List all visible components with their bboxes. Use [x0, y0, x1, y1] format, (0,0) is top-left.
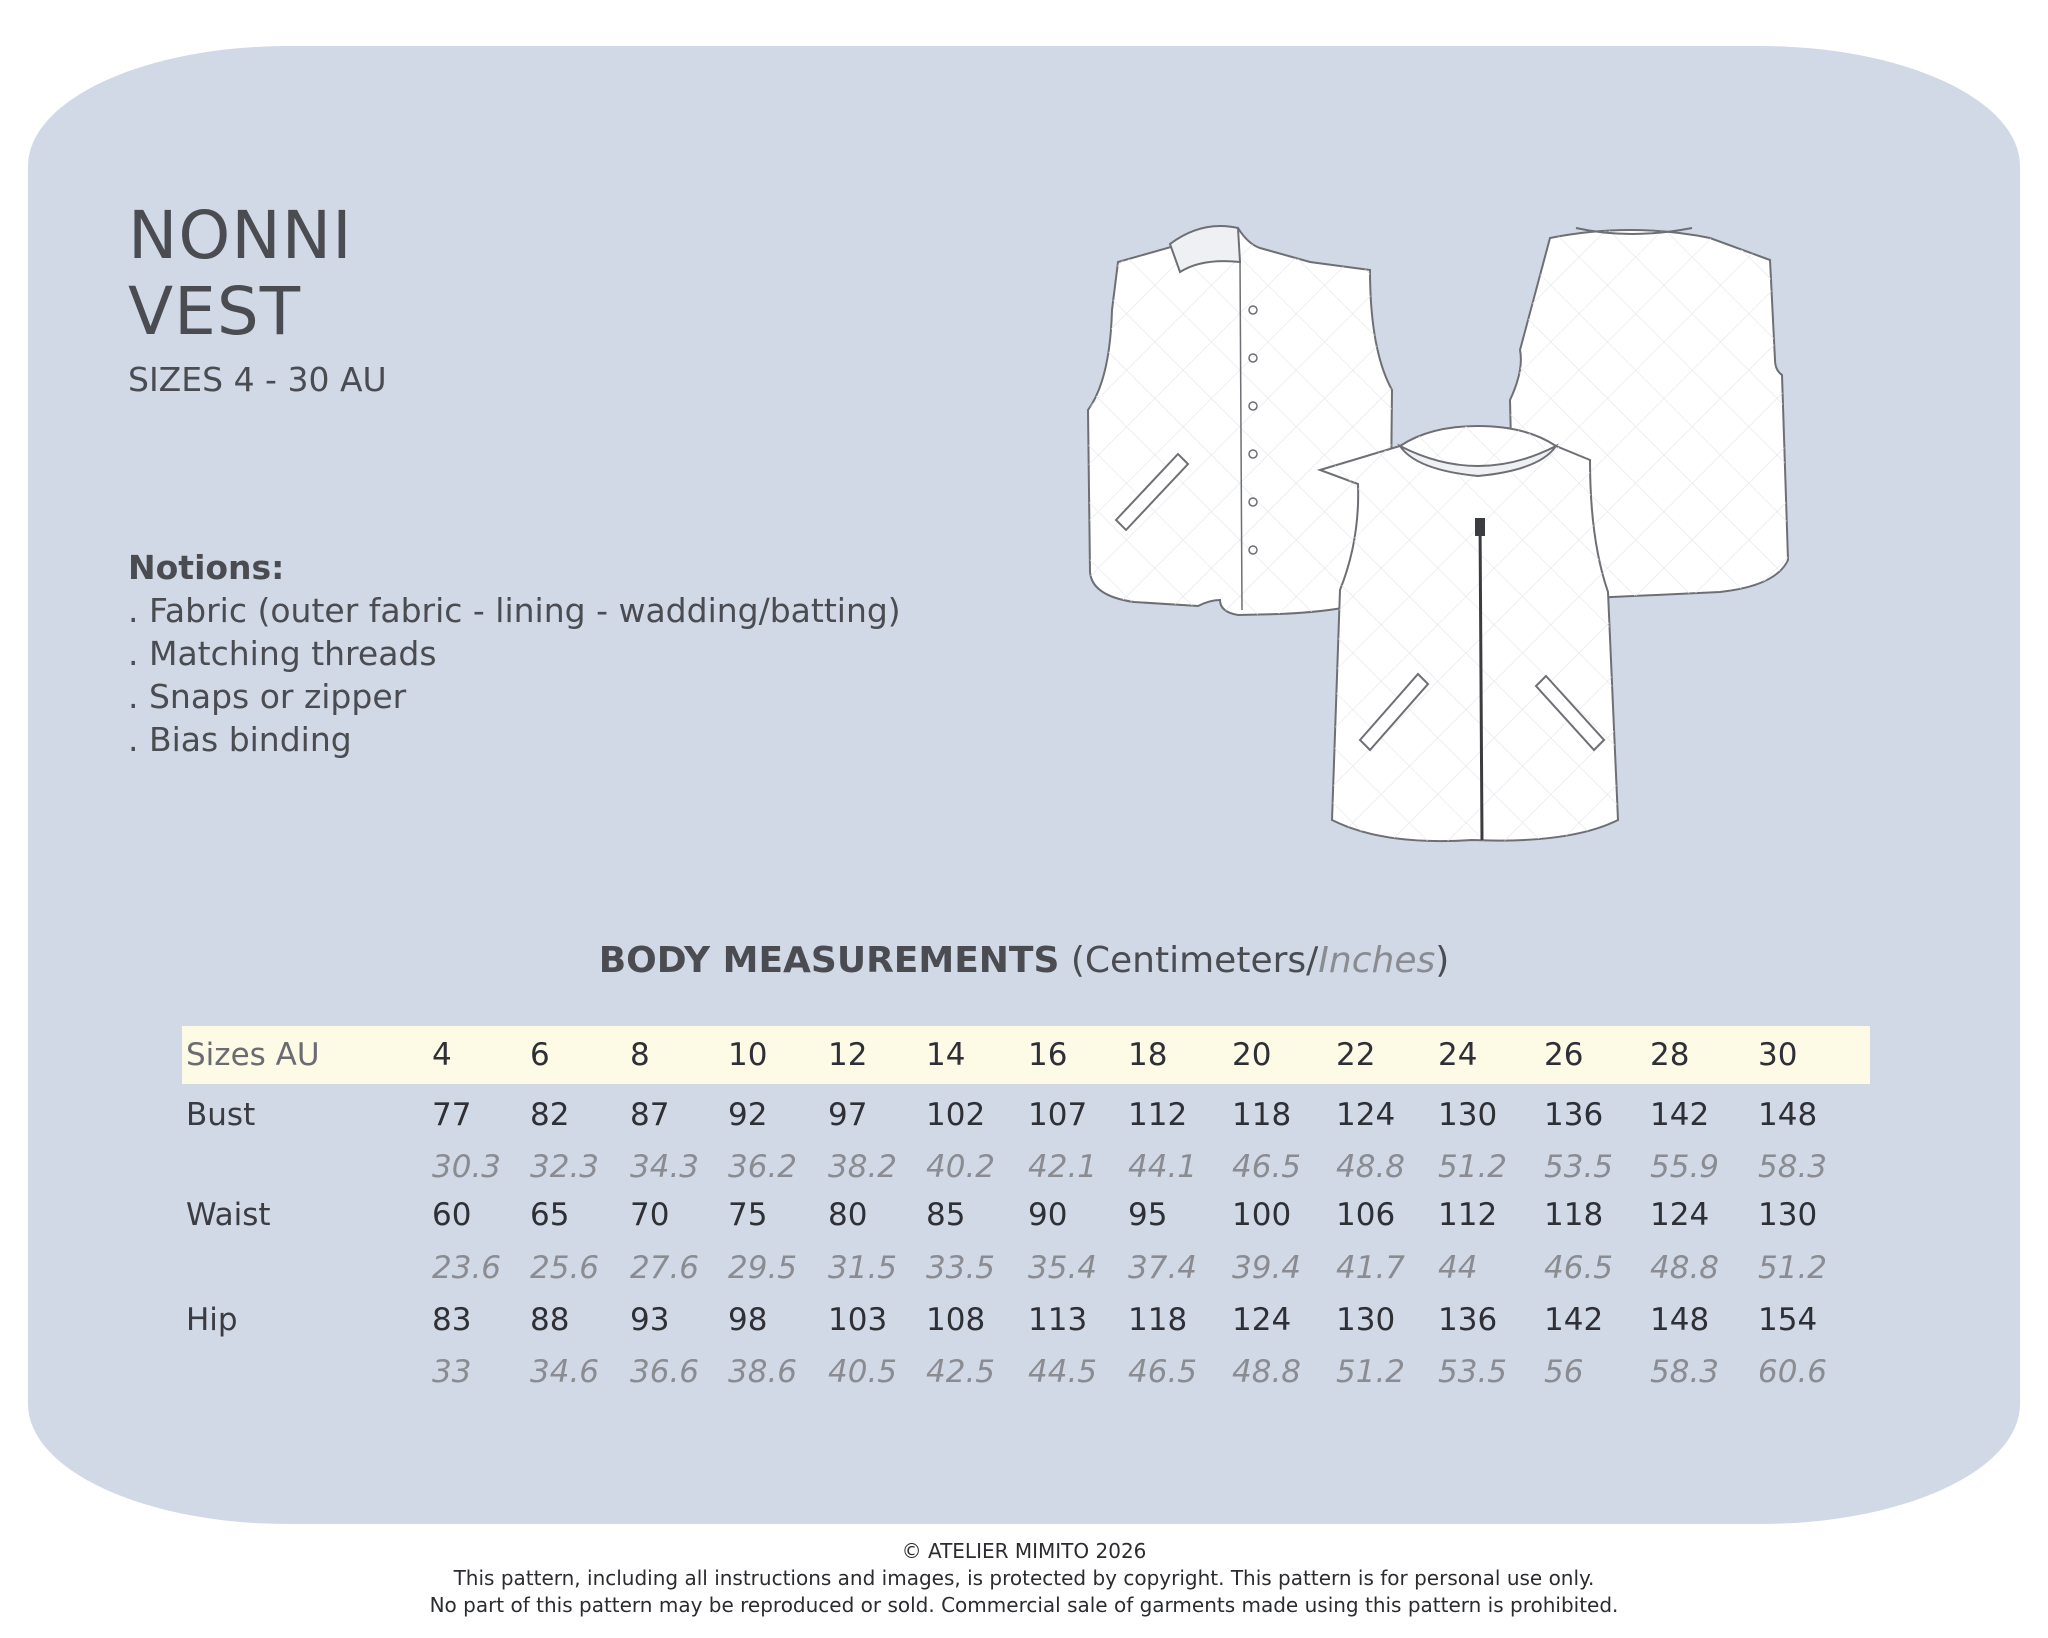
inch-value-cell: 38.2: [828, 1149, 898, 1185]
inch-value-cell: 42.5: [926, 1354, 996, 1390]
cm-value-cell: 90: [1028, 1197, 1068, 1233]
inch-value-cell: 36.6: [630, 1354, 700, 1390]
cm-value-cell: 88: [530, 1302, 570, 1338]
cm-value-cell: 113: [1028, 1302, 1088, 1338]
inch-value-cell: 37.4: [1128, 1250, 1198, 1286]
cm-value-cell: 136: [1438, 1302, 1498, 1338]
cm-value-cell: 118: [1544, 1197, 1604, 1233]
inch-value-cell: 39.4: [1232, 1250, 1302, 1286]
cm-value-cell: 75: [728, 1197, 768, 1233]
size-header-cell: 18: [1128, 1037, 1168, 1073]
inch-value-cell: 46.5: [1232, 1149, 1302, 1185]
cm-value-cell: 124: [1650, 1197, 1710, 1233]
cm-value-cell: 97: [828, 1097, 868, 1133]
cm-value-cell: 70: [630, 1197, 670, 1233]
cm-value-cell: 112: [1438, 1197, 1498, 1233]
size-header-cell: 12: [828, 1037, 868, 1073]
inch-value-cell: 44.1: [1128, 1149, 1198, 1185]
size-header-cell: 24: [1438, 1037, 1478, 1073]
inch-value-cell: 58.3: [1758, 1149, 1828, 1185]
cm-value-cell: 112: [1128, 1097, 1188, 1133]
cm-value-cell: 93: [630, 1302, 670, 1338]
inch-value-cell: 51.2: [1438, 1149, 1508, 1185]
cm-value-cell: 103: [828, 1302, 888, 1338]
inch-value-cell: 25.6: [530, 1250, 600, 1286]
inch-value-cell: 33: [432, 1354, 472, 1390]
cm-value-cell: 136: [1544, 1097, 1604, 1133]
pattern-title: [128, 198, 353, 350]
cm-value-cell: 85: [926, 1197, 966, 1233]
sizes-label: Sizes AU: [186, 1037, 320, 1073]
row-label: Bust: [186, 1097, 256, 1133]
cm-value-cell: 130: [1438, 1097, 1498, 1133]
notion-item: . Snaps or zipper: [128, 677, 407, 716]
body-measurements-heading: [0, 940, 2048, 981]
inch-value-cell: 51.2: [1336, 1354, 1406, 1390]
inch-value-cell: 41.7: [1336, 1250, 1406, 1286]
inch-value-cell: 34.3: [630, 1149, 700, 1185]
cm-value-cell: 142: [1544, 1302, 1604, 1338]
heading-title: BODY MEASUREMENTS: [598, 940, 1060, 981]
cm-value-cell: 124: [1232, 1302, 1292, 1338]
inch-value-cell: 48.8: [1232, 1354, 1302, 1390]
inch-value-cell: 53.5: [1544, 1149, 1614, 1185]
cm-value-cell: 148: [1650, 1302, 1710, 1338]
notions-list: [128, 546, 901, 761]
vest-illustration: [1070, 200, 1850, 860]
cm-value-cell: 154: [1758, 1302, 1818, 1338]
inch-value-cell: 46.5: [1128, 1354, 1198, 1390]
cm-value-cell: 142: [1650, 1097, 1710, 1133]
notion-item: . Bias binding: [128, 720, 352, 759]
cm-value-cell: 148: [1758, 1097, 1818, 1133]
notion-item: . Matching threads: [128, 634, 437, 673]
size-header-cell: 16: [1028, 1037, 1068, 1073]
cm-value-cell: 83: [432, 1302, 472, 1338]
size-header-cell: 14: [926, 1037, 966, 1073]
inch-value-cell: 27.6: [630, 1250, 700, 1286]
cm-value-cell: 102: [926, 1097, 986, 1133]
heading-unit-open: (Centimeters/: [1059, 940, 1319, 981]
inch-value-cell: 29.5: [728, 1250, 798, 1286]
cm-value-cell: 82: [530, 1097, 570, 1133]
inch-value-cell: 44: [1438, 1250, 1478, 1286]
size-header-cell: 6: [530, 1037, 550, 1073]
inch-value-cell: 35.4: [1028, 1250, 1098, 1286]
cm-value-cell: 92: [728, 1097, 768, 1133]
row-label: Hip: [186, 1302, 238, 1338]
cm-value-cell: 130: [1758, 1197, 1818, 1233]
inch-value-cell: 38.6: [728, 1354, 798, 1390]
cm-value-cell: 108: [926, 1302, 986, 1338]
inch-value-cell: 30.3: [432, 1149, 502, 1185]
size-header-cell: 8: [630, 1037, 650, 1073]
inch-value-cell: 34.6: [530, 1354, 600, 1390]
cm-value-cell: 95: [1128, 1197, 1168, 1233]
inch-value-cell: 58.3: [1650, 1354, 1720, 1390]
cm-value-cell: 118: [1232, 1097, 1292, 1133]
inch-value-cell: 44.5: [1028, 1354, 1098, 1390]
heading-unit-close: ): [1435, 940, 1450, 981]
size-header-cell: 4: [432, 1037, 452, 1073]
notion-item: . Fabric (outer fabric - lining - wadding/batting): [128, 591, 901, 630]
size-header-cell: 30: [1758, 1037, 1798, 1073]
size-header-cell: 10: [728, 1037, 768, 1073]
inch-value-cell: 40.5: [828, 1354, 898, 1390]
cm-value-cell: 130: [1336, 1302, 1396, 1338]
size-header-cell: 28: [1650, 1037, 1690, 1073]
cm-value-cell: 100: [1232, 1197, 1292, 1233]
cm-value-cell: 107: [1028, 1097, 1088, 1133]
inch-value-cell: 46.5: [1544, 1250, 1614, 1286]
footer-line-3: No part of this pattern may be reproduced or sold. Commercial sale of garments made using this pattern is prohibited.: [429, 1593, 1619, 1617]
inch-value-cell: 23.6: [432, 1250, 502, 1286]
title-line-1: NONNI: [128, 197, 353, 274]
cm-value-cell: 124: [1336, 1097, 1396, 1133]
cm-value-cell: 118: [1128, 1302, 1188, 1338]
inch-value-cell: 40.2: [926, 1149, 996, 1185]
footer-line-2: This pattern, including all instructions and images, is protected by copyright. This pattern is for personal use only.: [453, 1566, 1595, 1590]
inch-value-cell: 51.2: [1758, 1250, 1828, 1286]
inch-value-cell: 36.2: [728, 1149, 798, 1185]
copyright-footer: [0, 1538, 2048, 1619]
size-header-cell: 26: [1544, 1037, 1584, 1073]
inch-value-cell: 60.6: [1758, 1354, 1828, 1390]
cm-value-cell: 60: [432, 1197, 472, 1233]
cm-value-cell: 106: [1336, 1197, 1396, 1233]
size-header-cell: 20: [1232, 1037, 1272, 1073]
inch-value-cell: 31.5: [828, 1250, 898, 1286]
cm-value-cell: 65: [530, 1197, 570, 1233]
inch-value-cell: 48.8: [1336, 1149, 1406, 1185]
heading-unit-inches: Inches: [1318, 940, 1436, 981]
inch-value-cell: 48.8: [1650, 1250, 1720, 1286]
cm-value-cell: 98: [728, 1302, 768, 1338]
cm-value-cell: 77: [432, 1097, 472, 1133]
vest-front-zipper-view: [1320, 426, 1618, 841]
vest-front-snaps-view: [1088, 226, 1392, 615]
footer-line-1: © ATELIER MIMITO 2026: [901, 1539, 1147, 1563]
row-label: Waist: [186, 1197, 271, 1233]
inch-value-cell: 56: [1544, 1354, 1584, 1390]
cm-value-cell: 87: [630, 1097, 670, 1133]
inch-value-cell: 33.5: [926, 1250, 996, 1286]
cm-value-cell: 80: [828, 1197, 868, 1233]
inch-value-cell: 55.9: [1650, 1149, 1720, 1185]
inch-value-cell: 42.1: [1028, 1149, 1098, 1185]
inch-value-cell: 53.5: [1438, 1354, 1508, 1390]
size-header-cell: 22: [1336, 1037, 1376, 1073]
title-line-2: VEST: [128, 273, 302, 350]
notions-heading: Notions:: [128, 548, 285, 587]
inch-value-cell: 32.3: [530, 1149, 600, 1185]
size-range: SIZES 4 - 30 AU: [128, 360, 387, 399]
